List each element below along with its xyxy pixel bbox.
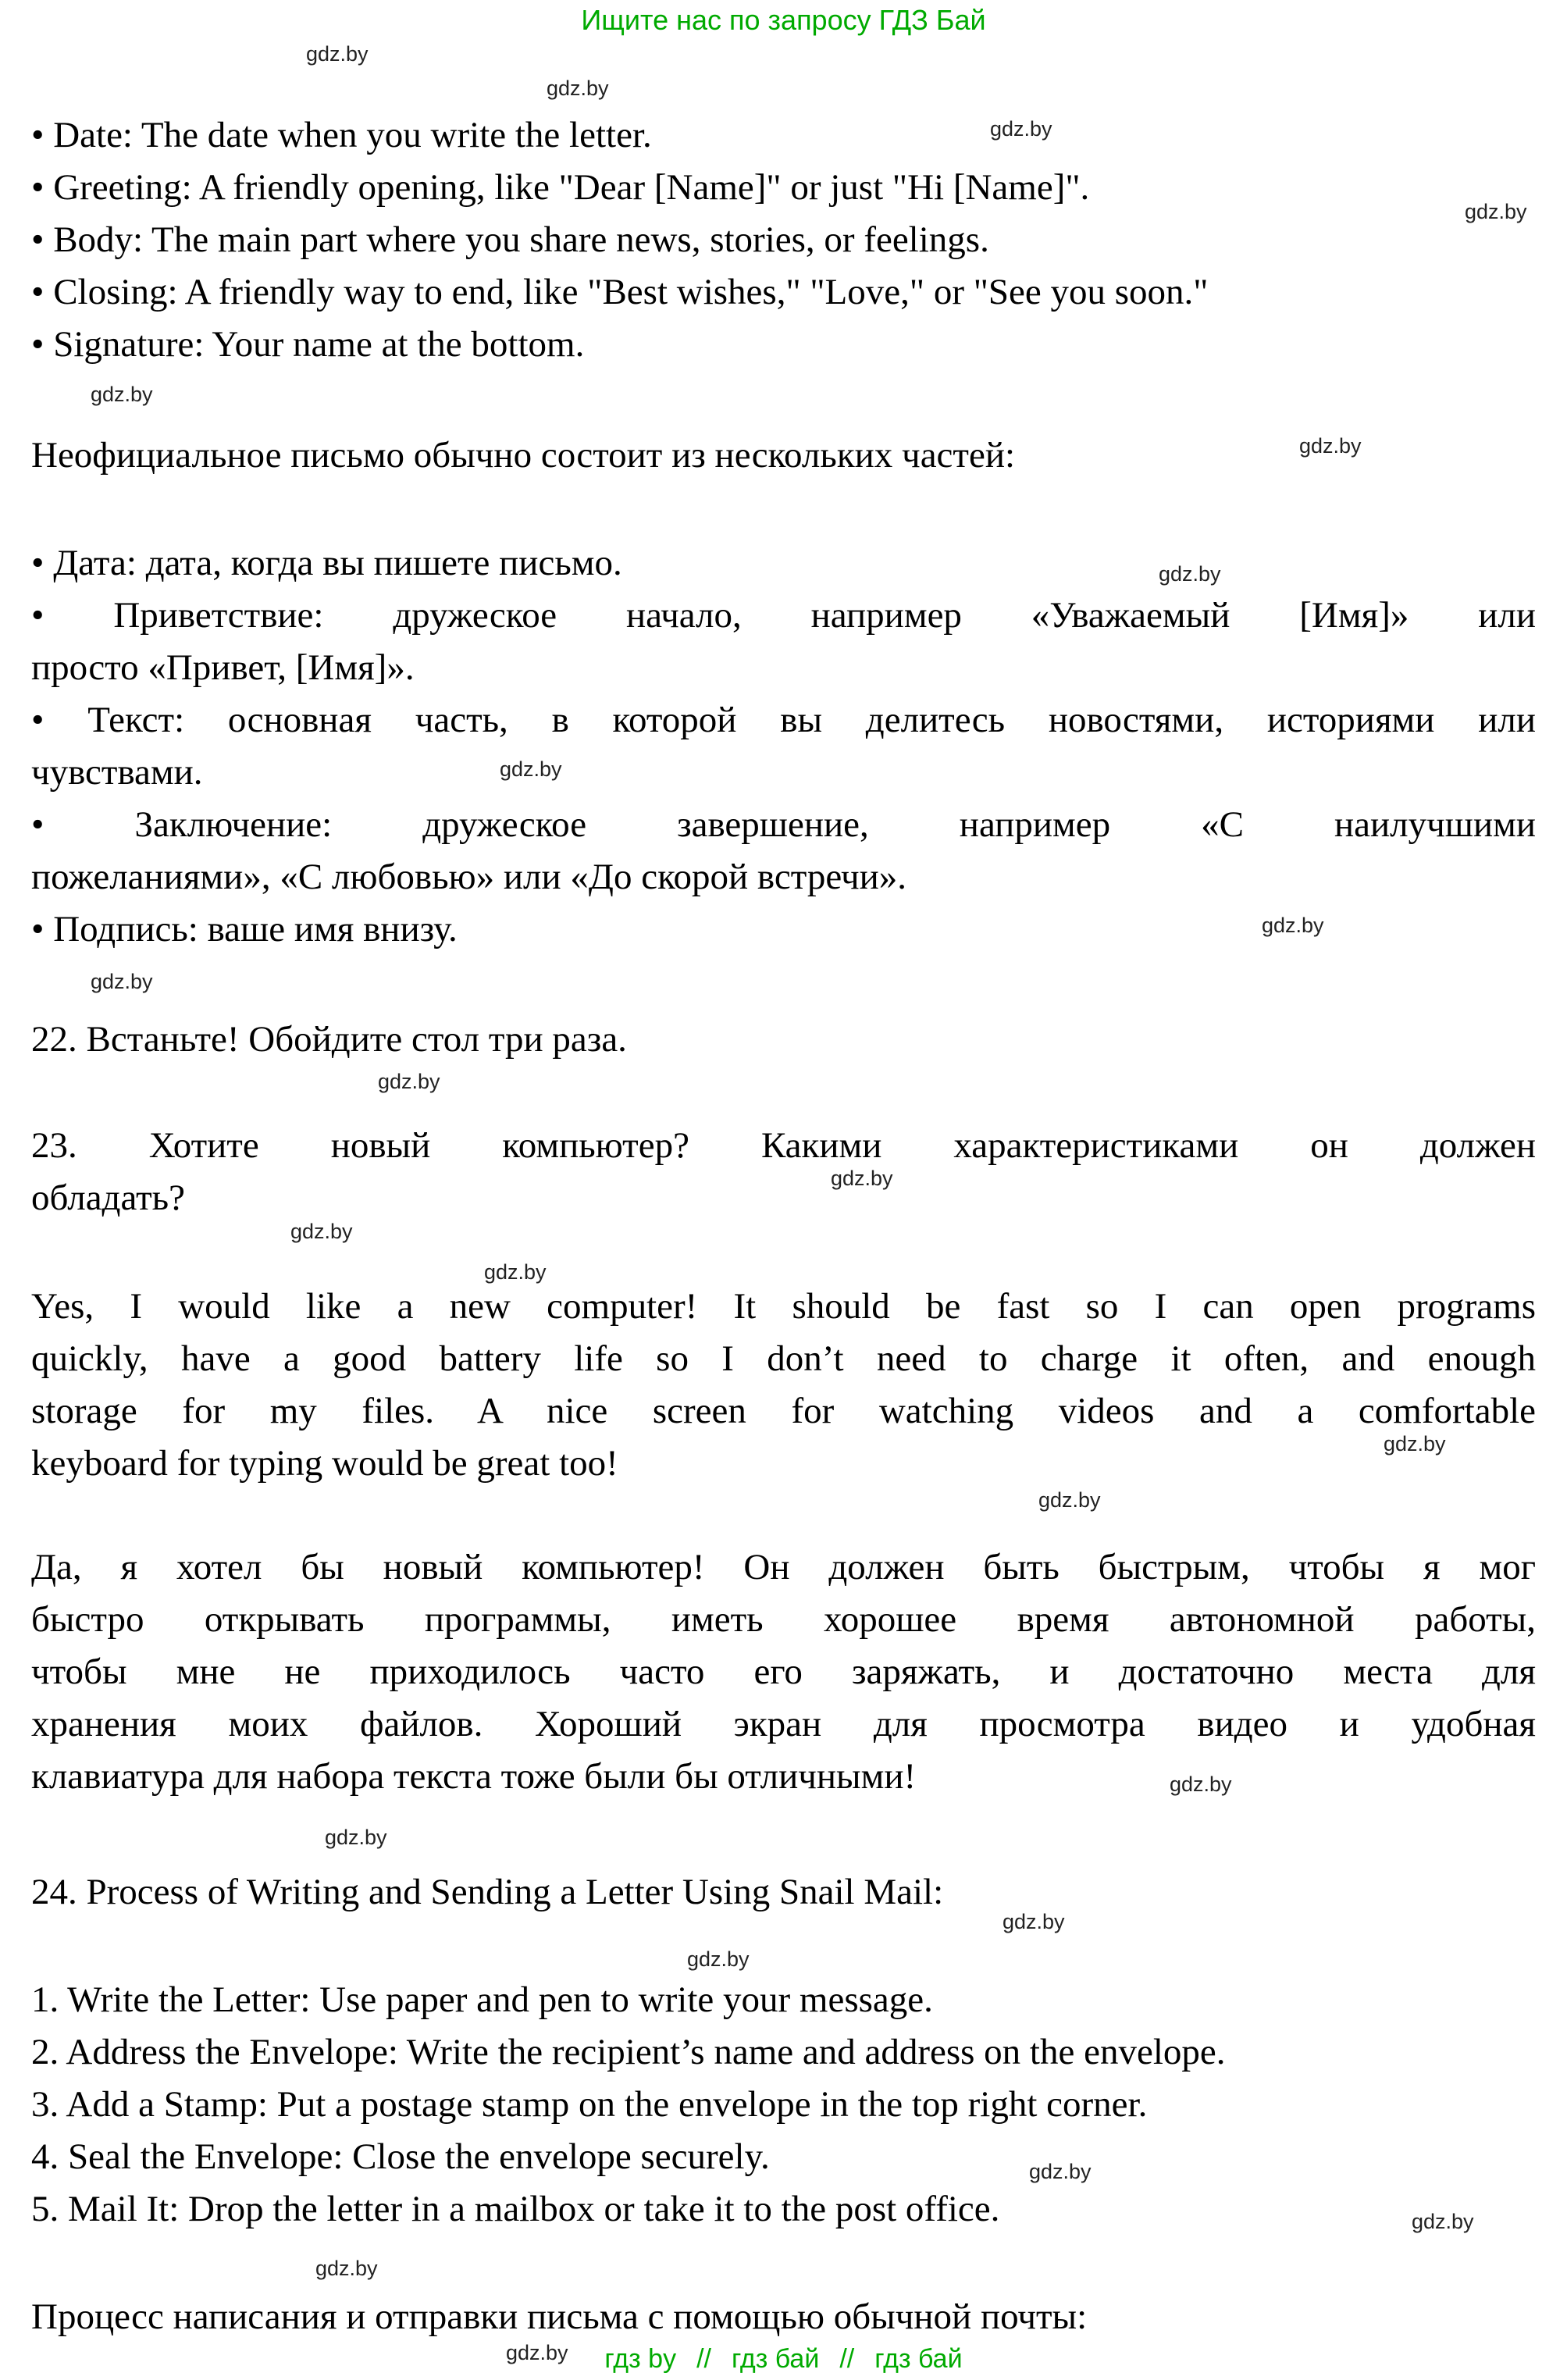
- text-line: • Дата: дата, когда вы пишете письмо.: [31, 543, 622, 583]
- answer-23-english: [31, 1281, 1536, 1490]
- text-line: • Signature: Your name at the bottom.: [31, 324, 585, 365]
- watermark-text: gdz.by: [1299, 434, 1362, 458]
- english-letter-part: [31, 162, 1536, 214]
- footer-link[interactable]: гдз бай: [874, 2344, 963, 2374]
- english-letter-part: [31, 109, 1536, 162]
- watermark-text: gdz.by: [547, 77, 609, 100]
- watermark-text: gdz.by: [1262, 914, 1324, 937]
- text-line: Yes, I would like a new computer! It should be fast so I can open programs: [31, 1286, 1536, 1327]
- russian-letter-part: [31, 590, 1536, 694]
- watermark-text: gdz.by: [1038, 1488, 1101, 1512]
- english-letter-parts-list: [31, 109, 1536, 371]
- text-line: клавиатура для набора текста тоже были бы отличными!: [31, 1756, 917, 1797]
- mail-step: [31, 1974, 1536, 2026]
- watermark-text: gdz.by: [91, 383, 153, 406]
- footer-link[interactable]: гдз by: [604, 2344, 677, 2374]
- mail-step: [31, 2026, 1536, 2079]
- russian-letter-part: [31, 799, 1536, 903]
- footer-separator: //: [839, 2344, 855, 2374]
- text-line: • Closing: A friendly way to end, like "Best wishes," "Love," or "See you soon.": [31, 272, 1209, 312]
- english-letter-part: [31, 214, 1536, 266]
- answer-23-russian: [31, 1541, 1536, 1803]
- footer-link[interactable]: гдз бай: [731, 2344, 820, 2374]
- russian-letter-part: [31, 694, 1536, 799]
- header-promo-link[interactable]: Ищите нас по запросу ГДЗ Бай: [581, 4, 986, 36]
- watermark-text: gdz.by: [990, 117, 1052, 141]
- watermark-text: gdz.by: [1384, 1432, 1446, 1455]
- text-line: • Date: The date when you write the letter.: [31, 115, 652, 155]
- watermark-text: gdz.by: [306, 42, 369, 66]
- watermark-text: gdz.by: [500, 757, 562, 781]
- watermark-text: gdz.by: [1465, 200, 1527, 223]
- text-line: обладать?: [31, 1178, 185, 1218]
- text-line: 23. Хотите новый компьютер? Какими характеристиками он должен: [31, 1125, 1536, 1166]
- text-line: 5. Mail It: Drop the letter in a mailbox or take it to the post office.: [31, 2189, 1000, 2229]
- text-line: • Заключение: дружеское завершение, например «С наилучшими: [31, 804, 1536, 845]
- watermark-text: gdz.by: [1003, 1910, 1065, 1933]
- text-line: • Приветствие: дружеское начало, например «Уважаемый [Имя]» или: [31, 595, 1536, 636]
- russian-letter-parts-list: [31, 537, 1536, 956]
- text-line: keyboard for typing would be great too!: [31, 1443, 618, 1484]
- text-line: 2. Address the Envelope: Write the recipient’s name and address on the envelope.: [31, 2032, 1226, 2072]
- text-line: • Body: The main part where you share news, stories, or feelings.: [31, 219, 989, 260]
- watermark-text: gdz.by: [91, 970, 153, 993]
- text-line: хранения моих файлов. Хороший экран для просмотра видео и удобная: [31, 1704, 1536, 1744]
- text-line: чувствами.: [31, 752, 203, 793]
- russian-outro-text: Процесс написания и отправки письма с помощью обычной почты:: [31, 2296, 1088, 2337]
- watermark-text: gdz.by: [290, 1220, 353, 1243]
- task-24-text: 24. Process of Writing and Sending a Letter Using Snail Mail:: [31, 1872, 944, 1912]
- watermark-text: gdz.by: [484, 1260, 547, 1284]
- mail-step: [31, 2079, 1536, 2131]
- watermark-text: gdz.by: [315, 2257, 378, 2280]
- watermark-text: gdz.by: [1159, 562, 1221, 586]
- text-line: 1. Write the Letter: Use paper and pen to write your message.: [31, 1979, 933, 2020]
- text-line: • Текст: основная часть, в которой вы делитесь новостями, историями или: [31, 700, 1536, 740]
- text-line: просто «Привет, [Имя]».: [31, 647, 415, 688]
- text-line: быстро открывать программы, иметь хорошее время автономной работы,: [31, 1599, 1536, 1640]
- russian-letter-part: [31, 537, 1536, 590]
- text-line: quickly, have a good battery life so I don’t need to charge it often, and enough: [31, 1338, 1536, 1379]
- mail-step: [31, 2183, 1536, 2236]
- text-line: • Подпись: ваше имя внизу.: [31, 909, 458, 950]
- mail-steps-list: [31, 1974, 1536, 2236]
- mail-step: [31, 2131, 1536, 2183]
- english-letter-part: [31, 319, 1536, 371]
- watermark-text: gdz.by: [1412, 2210, 1474, 2233]
- text-line: 4. Seal the Envelope: Close the envelope securely.: [31, 2136, 770, 2177]
- task-22-text: 22. Встаньте! Обойдите стол три раза.: [31, 1019, 627, 1060]
- text-line: Да, я хотел бы новый компьютер! Он должен быть быстрым, чтобы я мог: [31, 1547, 1536, 1587]
- text-line: чтобы мне не приходилось часто его заряжать, и достаточно места для: [31, 1651, 1536, 1692]
- text-line: • Greeting: A friendly opening, like "Dear [Name]" or just "Hi [Name]".: [31, 167, 1090, 208]
- text-line: 3. Add a Stamp: Put a postage stamp on the envelope in the top right corner.: [31, 2084, 1148, 2125]
- text-line: пожеланиями», «С любовью» или «До скорой встречи».: [31, 857, 907, 897]
- watermark-text: gdz.by: [1170, 1773, 1232, 1796]
- watermark-text: gdz.by: [1029, 2160, 1092, 2183]
- watermark-text: gdz.by: [378, 1070, 440, 1093]
- task-23: [31, 1120, 1536, 1224]
- watermark-text: gdz.by: [831, 1167, 893, 1190]
- footer-links: [0, 2343, 1567, 2375]
- text-line: storage for my files. A nice screen for watching videos and a comfortable: [31, 1391, 1536, 1431]
- task-22: [31, 1014, 1536, 1066]
- footer-separator: //: [696, 2344, 711, 2374]
- watermark-text: gdz.by: [325, 1826, 387, 1849]
- watermark-text: gdz.by: [506, 2341, 568, 2364]
- russian-intro-text: Неофициальное письмо обычно состоит из нескольких частей:: [31, 435, 1016, 476]
- english-letter-part: [31, 266, 1536, 319]
- russian-outro: [31, 2291, 1536, 2343]
- watermark-text: gdz.by: [687, 1947, 750, 1971]
- task-24: [31, 1866, 1536, 1919]
